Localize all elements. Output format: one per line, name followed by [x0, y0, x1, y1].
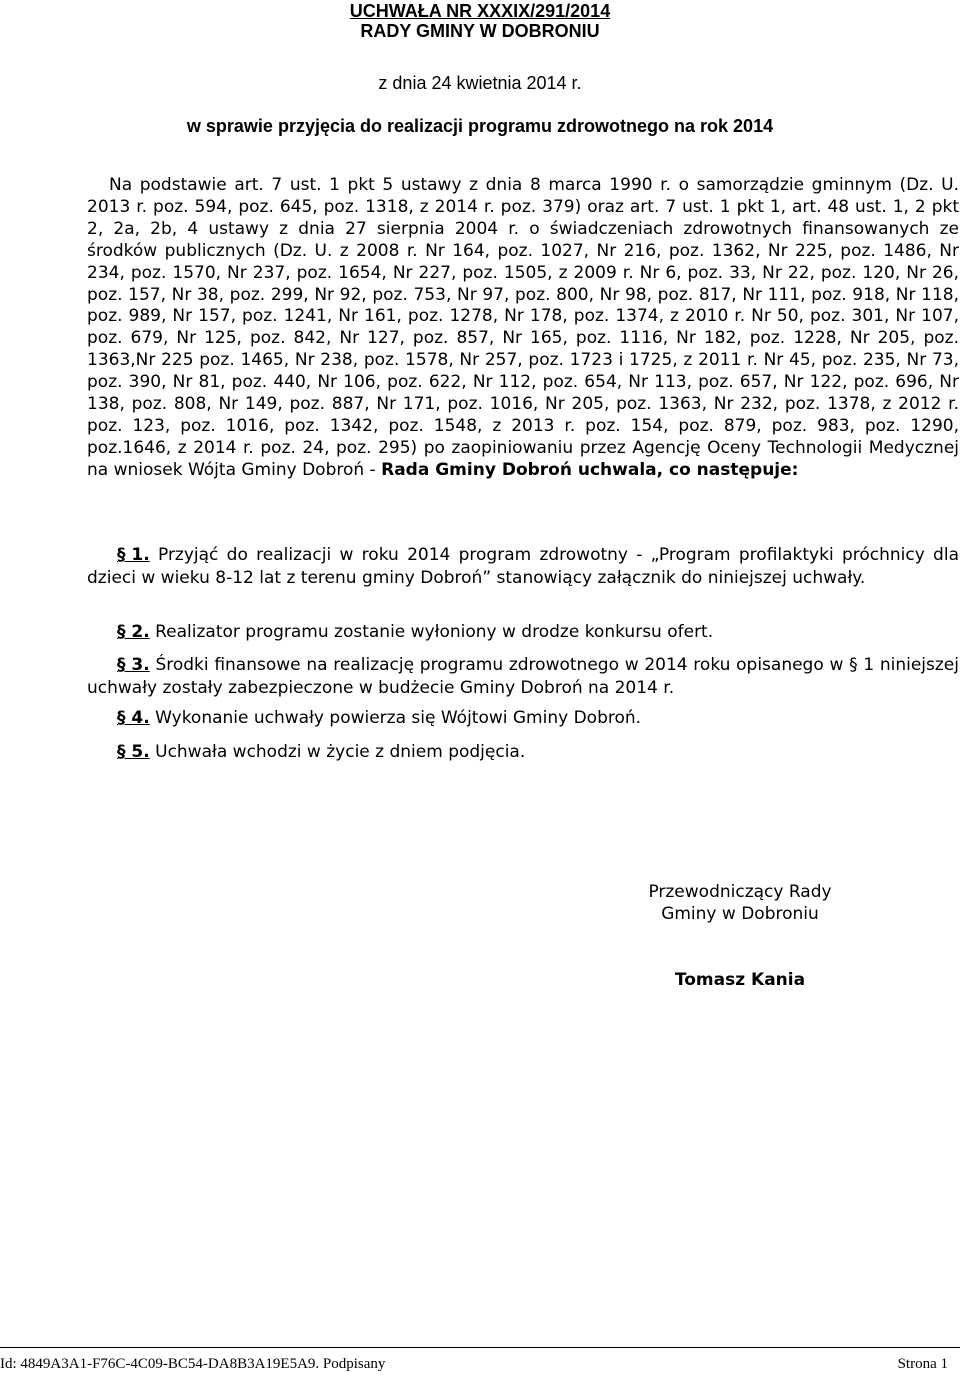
paragraph-text: Przyjąć do realizacji w roku 2014 program zdrowotny - „Program profilaktyki próchnicy dla dzieci w wieku 8-12 lat z terenu gminy Dobroń” stanowiący załącznik do niniejszej uchwały.: [87, 545, 959, 588]
paragraph-number: § 4.: [117, 708, 150, 728]
paragraph-4: [87, 707, 959, 730]
document-id: Id: 4849A3A1-F76C-4C09-BC54-DA8B3A19E5A9. Podpisany: [0, 1356, 386, 1372]
paragraph-3: [87, 654, 959, 699]
paragraph-1: [87, 544, 959, 589]
paragraph-text: Wykonanie uchwały powierza się Wójtowi Gminy Dobroń.: [149, 708, 642, 728]
preamble: [87, 175, 959, 482]
resolution-date: z dnia 24 kwietnia 2014 r.: [378, 73, 582, 93]
paragraph-number: § 3.: [117, 655, 150, 675]
paragraph-2: [87, 621, 959, 644]
footer-divider: [0, 1347, 960, 1348]
council-name: RADY GMINY W DOBRONIU: [360, 21, 600, 41]
preamble-bold-ending: Rada Gminy Dobroń uchwala, co następuje:: [381, 459, 799, 480]
paragraph-text: Uchwała wchodzi w życie z dniem podjęcia.: [149, 742, 526, 762]
signature-role-line1: Przewodniczący Rady: [648, 882, 832, 902]
paragraph-number: § 5.: [117, 742, 150, 762]
preamble-text: Na podstawie art. 7 ust. 1 pkt 5 ustawy z dnia 8 marca 1990 r. o samorządzie gminnym (Dz. U. 2013 r. poz. 594, poz. 645, poz. 1318, z 2014 r. poz. 379) oraz art. 7 ust. 1 pkt 1, art. 48 ust. 1, 2 pkt 2, 2a, 2b, 4 ustawy z dnia 27 sierpnia 2004 r. o świadczeniach zdrowotnych finansowanych ze środków publicznych (Dz. U. z 2008 r. Nr 164, poz. 1027, Nr 216, poz. 1362, Nr 225, poz. 1486, Nr 234, poz. 1570, Nr 237, poz. 1654, Nr 227, poz. 1505, z 2009 r. Nr 6, poz. 33, Nr 22, poz. 120, Nr 26, poz. 157, Nr 38, poz. 299, Nr 92, poz. 753, Nr 97, poz. 800, Nr 98, poz. 817, Nr 111, poz. 918, Nr 118, poz. 989, Nr 157, poz. 1241, Nr 161, poz. 1278, Nr 178, poz. 1374, z 2010 r. Nr 50, poz. 301, Nr 107, poz. 679, Nr 125, poz. 842, Nr 127, poz. 857, Nr 165, poz. 1116, Nr 182, poz. 1228, Nr 205, poz. 1363,Nr 225 poz. 1465, Nr 238, poz. 1578, Nr 257, poz. 1723 i 1725, z 2011 r. Nr 45, poz. 235, Nr 73, poz. 390, Nr 81, poz. 440, Nr 106, poz. 622, Nr 112, poz. 654, Nr 113, poz. 657, Nr 122, poz. 696, Nr 138, poz. 808, Nr 149, poz. 887, Nr 171, poz. 1016, Nr 205, poz. 1363, Nr 232, poz. 1378, z 2012 r. poz. 123, poz. 1016, poz. 1342, poz. 1548, z 2013 r. poz. 154, poz. 879, poz. 983, poz. 1290, poz.1646, z 2014 r. poz. 24, poz. 295) po zaopiniowaniu przez Agencję Oceny Technologii Medycznej na wniosek Wójta Gminy Dobroń -: [87, 175, 959, 480]
page-number: Strona 1: [897, 1356, 948, 1372]
paragraph-number: § 1.: [117, 545, 150, 565]
paragraph-text: Środki finansowe na realizację programu zdrowotnego w 2014 roku opisanego w § 1 niniejszej uchwały zostały zabezpieczone w budżecie Gminy Dobroń na 2014 r.: [87, 655, 959, 698]
resolution-number: UCHWAŁA NR XXXIX/291/2014: [349, 1, 611, 21]
resolution-subject: w sprawie przyjęcia do realizacji programu zdrowotnego na rok 2014: [186, 116, 774, 136]
signature-role-line2: Gminy w Dobroniu: [661, 904, 819, 924]
paragraph-5: [87, 741, 959, 764]
paragraph-text: Realizator programu zostanie wyłoniony w drodze konkursu ofert.: [149, 622, 714, 642]
signatory-name: Tomasz Kania: [674, 970, 806, 990]
paragraph-number: § 2.: [117, 622, 150, 642]
